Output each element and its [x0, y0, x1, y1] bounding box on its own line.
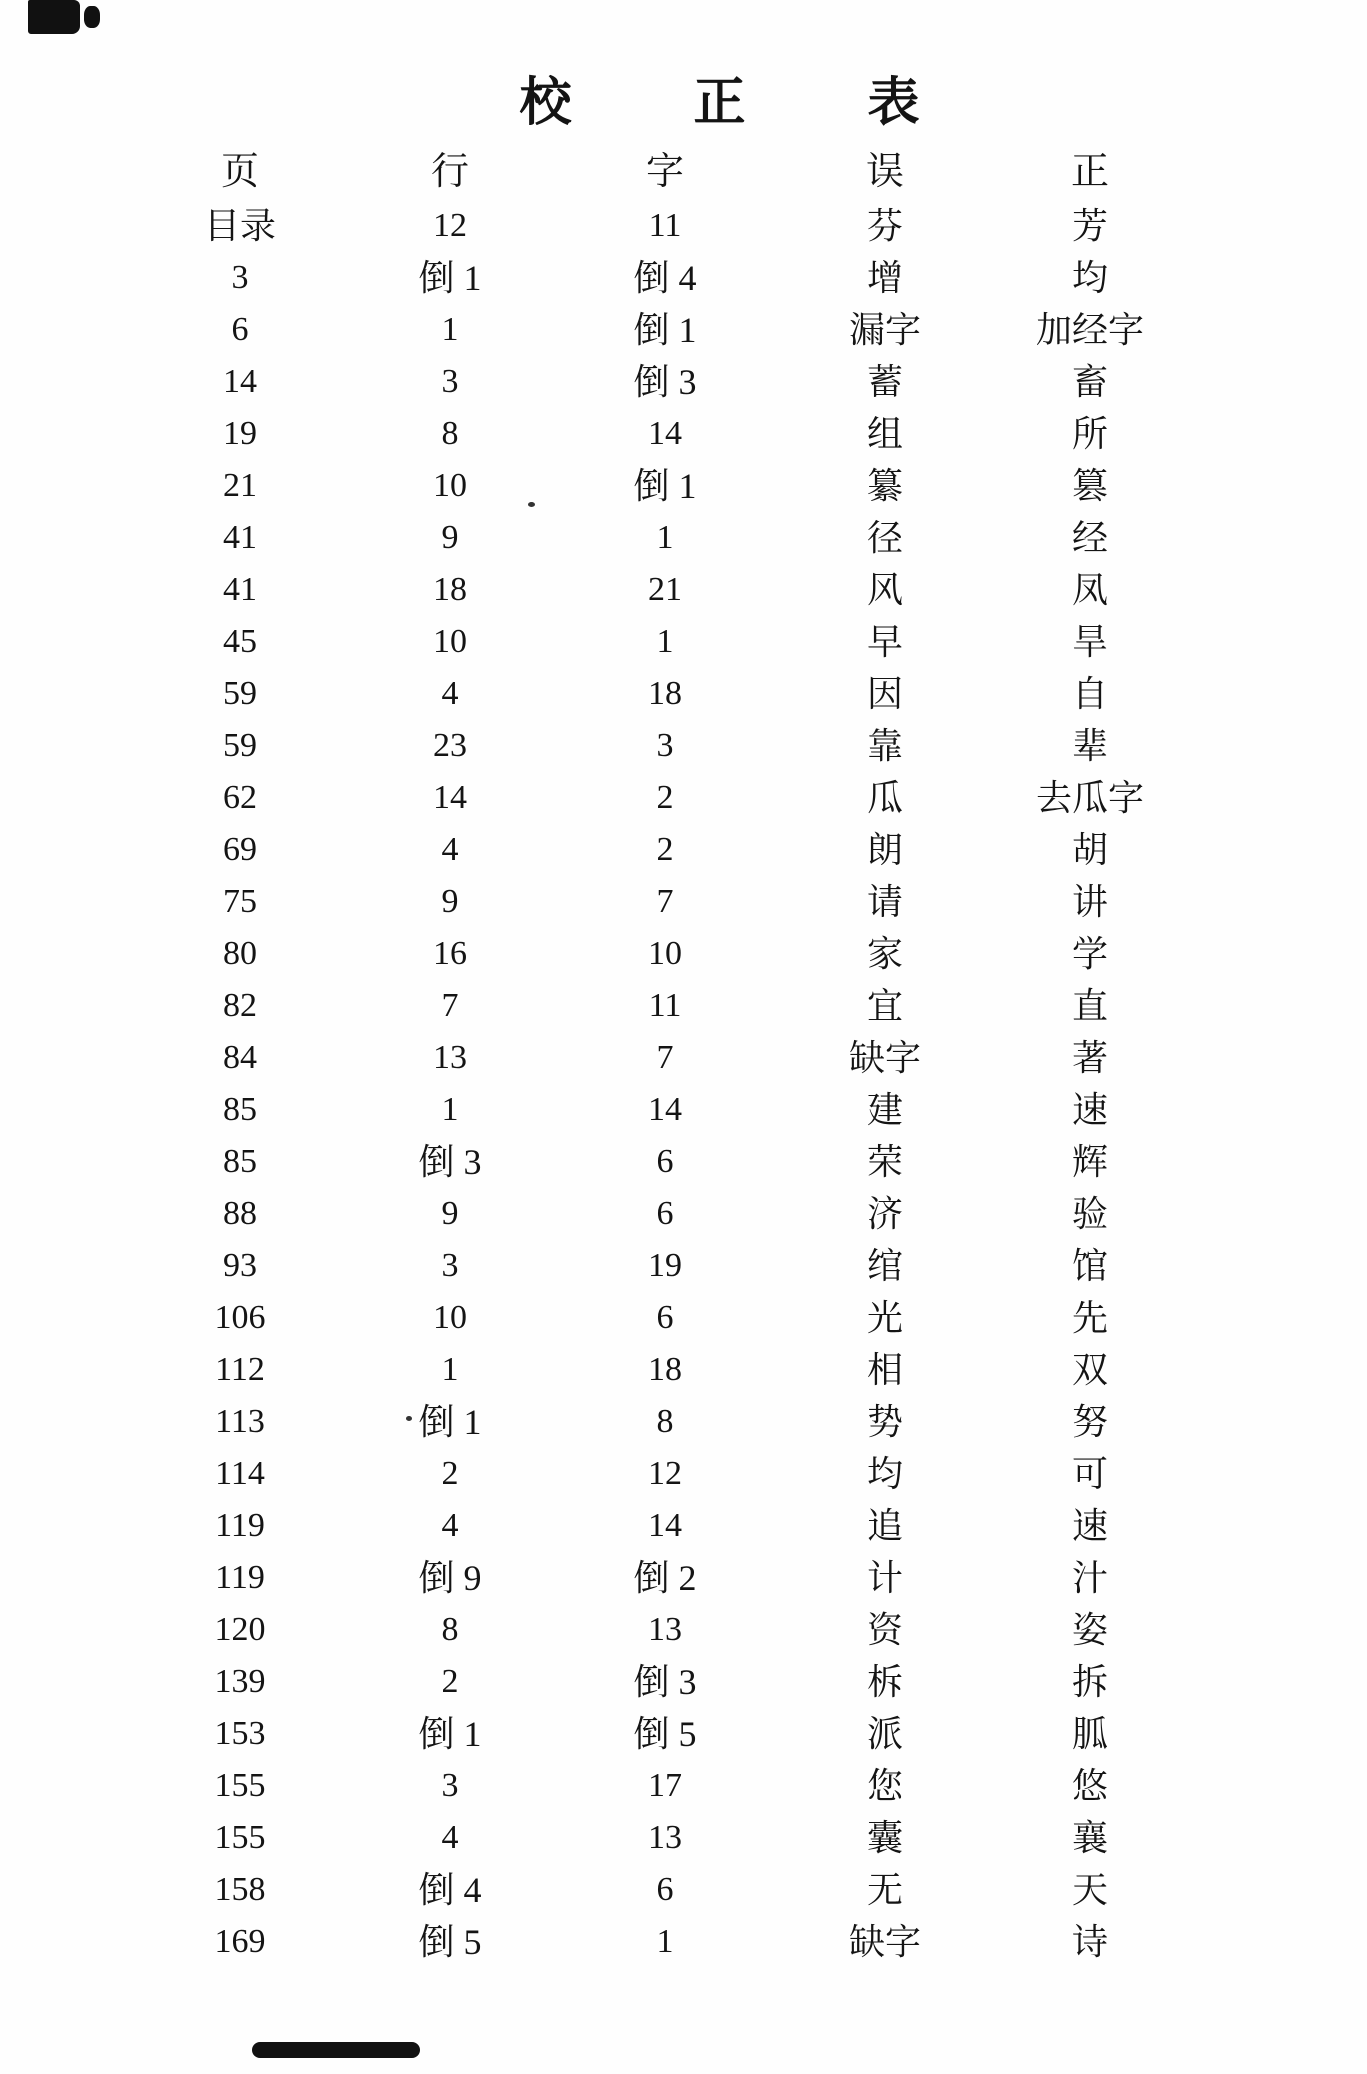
cell-line: 9: [441, 1195, 459, 1232]
cell-wrong: 缺字: [848, 1038, 922, 1078]
cell-correct: 自: [1071, 674, 1109, 714]
cell-page: 80: [223, 935, 257, 972]
cell-line: 倒 4: [418, 1870, 482, 1910]
cell-correct: 努: [1071, 1402, 1109, 1442]
cell-page: 目录: [203, 206, 277, 246]
table-row: [0, 1864, 1367, 1916]
table-row: [0, 1188, 1367, 1240]
cell-correct: 均: [1071, 258, 1109, 298]
table-row: [0, 1240, 1367, 1292]
cell-correct: 姿: [1071, 1610, 1109, 1650]
cell-page: 85: [223, 1143, 257, 1180]
table-row: [0, 1552, 1367, 1604]
cell-wrong: 荣: [866, 1142, 904, 1182]
title-char-1: 校: [519, 75, 572, 132]
cell-page: 113: [215, 1403, 265, 1440]
cell-correct: 诗: [1071, 1922, 1109, 1962]
cell-char: 1: [656, 519, 674, 556]
cell-char: 18: [648, 675, 682, 712]
cell-char: 19: [648, 1247, 682, 1284]
cell-char: 6: [656, 1871, 674, 1908]
title-char-3: 表: [867, 75, 920, 132]
cell-line: 倒 9: [418, 1558, 482, 1598]
cell-line: 13: [433, 1039, 467, 1076]
title-char-2: 正: [693, 75, 746, 132]
table-row: [0, 668, 1367, 720]
cell-line: 2: [441, 1455, 459, 1492]
cell-line: 4: [441, 1507, 459, 1544]
cell-line: 倒 3: [418, 1142, 482, 1182]
cell-correct: 芳: [1071, 206, 1109, 246]
scan-ink-mark-top-left-2: [84, 6, 100, 28]
table-row: [0, 200, 1367, 252]
cell-correct: 馆: [1071, 1246, 1109, 1286]
table-row: [0, 980, 1367, 1032]
cell-line: 3: [441, 1247, 459, 1284]
cell-char: 14: [648, 415, 682, 452]
header-char: 字: [645, 151, 685, 193]
cell-char: 12: [648, 1455, 682, 1492]
cell-char: 17: [648, 1767, 682, 1804]
cell-wrong: 组: [866, 414, 904, 454]
cell-wrong: 早: [866, 622, 904, 662]
cell-wrong: 追: [866, 1506, 904, 1546]
cell-correct: 悠: [1071, 1766, 1109, 1806]
table-row: [0, 1656, 1367, 1708]
cell-wrong: 增: [866, 258, 904, 298]
cell-correct: 双: [1071, 1350, 1109, 1390]
cell-page: 139: [214, 1663, 266, 1700]
cell-page: 112: [215, 1351, 265, 1388]
cell-char: 10: [648, 935, 682, 972]
cell-line: 倒 1: [418, 258, 482, 298]
cell-page: 153: [214, 1715, 266, 1752]
cell-char: 2: [656, 831, 674, 868]
cell-correct: 可: [1071, 1454, 1109, 1494]
cell-char: 倒 4: [633, 258, 697, 298]
table-row: [0, 616, 1367, 668]
cell-line: 23: [433, 727, 467, 764]
cell-correct: 凤: [1071, 570, 1109, 610]
cell-line: 2: [441, 1663, 459, 1700]
cell-correct: 襄: [1071, 1818, 1109, 1858]
cell-line: 倒 1: [418, 1402, 482, 1442]
cell-wrong: 光: [866, 1298, 904, 1338]
table-row: [0, 1760, 1367, 1812]
table-row: [0, 1136, 1367, 1188]
cell-line: 10: [433, 623, 467, 660]
cell-page: 82: [223, 987, 257, 1024]
cell-line: 10: [433, 1299, 467, 1336]
cell-correct: 拆: [1071, 1662, 1109, 1702]
page-title: [36, 75, 1367, 132]
cell-correct: 所: [1071, 414, 1109, 454]
table-row: [0, 512, 1367, 564]
cell-correct: 验: [1071, 1194, 1109, 1234]
cell-page: 3: [231, 259, 249, 296]
cell-page: 169: [214, 1923, 266, 1960]
cell-char: 14: [648, 1507, 682, 1544]
cell-wrong: 因: [866, 674, 904, 714]
cell-char: 21: [648, 571, 682, 608]
cell-line: 4: [441, 675, 459, 712]
cell-wrong: 势: [866, 1402, 904, 1442]
table-row: [0, 1448, 1367, 1500]
table-header-row: [0, 146, 1367, 198]
table-row: [0, 1292, 1367, 1344]
cell-char: 1: [656, 1923, 674, 1960]
cell-line: 1: [441, 311, 459, 348]
cell-correct: 汁: [1071, 1558, 1109, 1598]
cell-correct: 经: [1071, 518, 1109, 558]
cell-page: 62: [223, 779, 257, 816]
cell-page: 14: [223, 363, 257, 400]
table-row: [0, 356, 1367, 408]
cell-page: 19: [223, 415, 257, 452]
cell-char: 11: [648, 987, 682, 1024]
cell-line: 1: [441, 1351, 459, 1388]
cell-char: 13: [648, 1611, 682, 1648]
table-row: [0, 772, 1367, 824]
cell-line: 10: [433, 467, 467, 504]
cell-wrong: 建: [866, 1090, 904, 1130]
cell-char: 14: [648, 1091, 682, 1128]
cell-page: 93: [223, 1247, 257, 1284]
cell-line: 9: [441, 519, 459, 556]
cell-line: 4: [441, 831, 459, 868]
cell-wrong: 漏字: [848, 310, 922, 350]
cell-line: 倒 5: [418, 1922, 482, 1962]
cell-page: 21: [223, 467, 257, 504]
cell-page: 88: [223, 1195, 257, 1232]
table-row: [0, 720, 1367, 772]
cell-wrong: 绾: [866, 1246, 904, 1286]
cell-line: 18: [433, 571, 467, 608]
cell-line: 14: [433, 779, 467, 816]
table-row: [0, 1084, 1367, 1136]
cell-char: 倒 1: [633, 310, 697, 350]
table-row: [0, 1032, 1367, 1084]
cell-page: 69: [223, 831, 257, 868]
table-row: [0, 824, 1367, 876]
cell-wrong: 家: [866, 934, 904, 974]
scan-ink-mark-top-left: [28, 0, 80, 34]
cell-correct: 学: [1071, 934, 1109, 974]
cell-wrong: 朗: [866, 830, 904, 870]
cell-char: 13: [648, 1819, 682, 1856]
cell-wrong: 囊: [866, 1818, 904, 1858]
cell-correct: 先: [1071, 1298, 1109, 1338]
table-row: [0, 928, 1367, 980]
cell-wrong: 无: [866, 1870, 904, 1910]
cell-page: 120: [214, 1611, 266, 1648]
cell-correct: 加经字: [1035, 310, 1145, 350]
table-row: [0, 876, 1367, 928]
table-row: [0, 1708, 1367, 1760]
cell-correct: 篡: [1071, 466, 1109, 506]
cell-char: 7: [656, 1039, 674, 1076]
table-row: [0, 408, 1367, 460]
cell-char: 6: [656, 1299, 674, 1336]
cell-line: 12: [433, 207, 467, 244]
cell-wrong: 计: [866, 1558, 904, 1598]
cell-wrong: 瓜: [866, 778, 904, 818]
table-row: [0, 252, 1367, 304]
table-row: [0, 1916, 1367, 1968]
table-row: [0, 1812, 1367, 1864]
cell-char: 倒 1: [633, 466, 697, 506]
cell-page: 41: [223, 571, 257, 608]
table-row: [0, 1604, 1367, 1656]
cell-char: 倒 3: [633, 362, 697, 402]
cell-page: 106: [214, 1299, 266, 1336]
cell-correct: 著: [1071, 1038, 1109, 1078]
cell-wrong: 相: [866, 1350, 904, 1390]
table-row: [0, 304, 1367, 356]
cell-page: 155: [214, 1767, 266, 1804]
header-wrong: 误: [865, 151, 905, 193]
cell-correct: 速: [1071, 1090, 1109, 1130]
table-row: [0, 1500, 1367, 1552]
header-line: 行: [430, 151, 470, 193]
table-rows: [0, 200, 1367, 1968]
table-row: [0, 564, 1367, 616]
cell-correct: 讲: [1071, 882, 1109, 922]
cell-wrong: 径: [866, 518, 904, 558]
cell-page: 6: [231, 311, 249, 348]
cell-correct: 辉: [1071, 1142, 1109, 1182]
cell-wrong: 均: [866, 1454, 904, 1494]
cell-page: 158: [214, 1871, 266, 1908]
cell-char: 倒 3: [633, 1662, 697, 1702]
cell-wrong: 缺字: [848, 1922, 922, 1962]
cell-line: 7: [441, 987, 459, 1024]
cell-char: 1: [656, 623, 674, 660]
cell-page: 114: [215, 1455, 265, 1492]
cell-line: 8: [441, 415, 459, 452]
cell-wrong: 芬: [866, 206, 904, 246]
cell-char: 3: [656, 727, 674, 764]
cell-page: 45: [223, 623, 257, 660]
cell-correct: 去瓜字: [1035, 778, 1145, 818]
header-page: 页: [220, 151, 260, 193]
cell-line: 4: [441, 1819, 459, 1856]
cell-wrong: 宜: [866, 986, 904, 1026]
table-row: [0, 1396, 1367, 1448]
cell-char: 8: [656, 1403, 674, 1440]
cell-page: 84: [223, 1039, 257, 1076]
cell-wrong: 靠: [866, 726, 904, 766]
cell-wrong: 蓄: [866, 362, 904, 402]
cell-wrong: 风: [866, 570, 904, 610]
header-correct: 正: [1070, 151, 1110, 193]
cell-char: 6: [656, 1195, 674, 1232]
table-row: [0, 1344, 1367, 1396]
cell-correct: 天: [1071, 1870, 1109, 1910]
cell-page: 41: [223, 519, 257, 556]
cell-page: 119: [215, 1507, 265, 1544]
cell-wrong: 请: [866, 882, 904, 922]
cell-correct: 直: [1071, 986, 1109, 1026]
cell-line: 9: [441, 883, 459, 920]
cell-correct: 旱: [1071, 622, 1109, 662]
table-row: [0, 460, 1367, 512]
cell-page: 85: [223, 1091, 257, 1128]
cell-wrong: 济: [866, 1194, 904, 1234]
cell-correct: 胍: [1071, 1714, 1109, 1754]
cell-line: 倒 1: [418, 1714, 482, 1754]
cell-char: 倒 5: [633, 1714, 697, 1754]
cell-line: 3: [441, 363, 459, 400]
cell-wrong: 纂: [866, 466, 904, 506]
cell-page: 119: [215, 1559, 265, 1596]
cell-char: 6: [656, 1143, 674, 1180]
cell-line: 3: [441, 1767, 459, 1804]
scan-ink-mark-bottom: [252, 2042, 420, 2058]
cell-line: 16: [433, 935, 467, 972]
cell-line: 8: [441, 1611, 459, 1648]
cell-char: 18: [648, 1351, 682, 1388]
cell-wrong: 资: [866, 1610, 904, 1650]
cell-correct: 畜: [1071, 362, 1109, 402]
cell-page: 59: [223, 727, 257, 764]
cell-correct: 速: [1071, 1506, 1109, 1546]
cell-correct: 辈: [1071, 726, 1109, 766]
cell-page: 59: [223, 675, 257, 712]
cell-line: 1: [441, 1091, 459, 1128]
cell-page: 155: [214, 1819, 266, 1856]
cell-correct: 胡: [1071, 830, 1109, 870]
cell-wrong: 柝: [866, 1662, 904, 1702]
cell-char: 11: [648, 207, 682, 244]
cell-wrong: 您: [866, 1766, 904, 1806]
cell-char: 7: [656, 883, 674, 920]
cell-char: 倒 2: [633, 1558, 697, 1598]
cell-wrong: 派: [866, 1714, 904, 1754]
cell-page: 75: [223, 883, 257, 920]
cell-char: 2: [656, 779, 674, 816]
